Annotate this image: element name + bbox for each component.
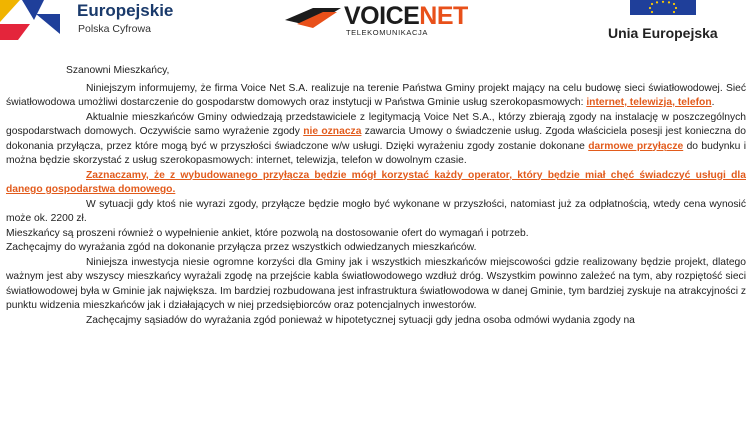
paragraph-cost: W sytuacji gdy ktoś nie wyrazi zgody, przyłącze będzie mogło być wykonane w przyszłości, natomiast już za odpłatnością, wtedy cena wynosić może ok. 2200 zł. bbox=[6, 198, 746, 224]
funds-logo-icon bbox=[0, 0, 60, 40]
voicenet-voice: VOICE bbox=[344, 2, 420, 30]
free-connection-highlight: darmowe przyłącze bbox=[588, 140, 684, 152]
services-highlight: internet, telewizja, telefon bbox=[586, 97, 712, 108]
letterhead bbox=[0, 0, 750, 62]
eu-title: Unia Europejska bbox=[608, 25, 718, 41]
paragraph-survey: Mieszkańcy są proszeni również o wypełnienie ankiet, które pozwolą na dostosowanie ofert do wymagań i potrzeb. bbox=[6, 227, 529, 239]
not-contract-highlight: nie oznacza bbox=[303, 126, 362, 137]
paragraph-benefits: Niniejsza inwestycja niesie ogromne korzyści dla Gminy jak i wszystkich mieszkańców miejscowości gdzie realizowany będzie projekt, dlatego ważnym jest aby wszyscy mieszkańcy wyrażali zgodę na przejście kabla światłowodowego wzdłuż dróg. Wszystkim powinno zależeć na tym, aby rozpiętość sieci światłowodowej była w Gminie jak największa. Im bardziej rozbudowana jest infrastruktura światłowodowa w danej Gminie, tym bardziej zyskuje na atrakcyjności z punktu widzenia mieszkańców jak i działających w niej przedsiębiorców oraz potencjalnych inwestorów. bbox=[6, 256, 746, 311]
paragraph-encourage: Zachęcajmy do wyrażania zgód na dokonanie przyłącza przez wszystkich odwiedzanych mieszkańców. bbox=[6, 242, 477, 253]
voicenet-wordmark bbox=[344, 2, 468, 31]
paragraph-operator-notice: Zaznaczamy, że z wybudowanego przyłącza będzie mógł korzystać każdy operator, który będzie miał chęć świadczyć usługi dla danego gospodarstwa domowego. bbox=[6, 169, 746, 195]
greeting: Szanowni Mieszkańcy, bbox=[66, 65, 170, 76]
eu-funds-subtitle: Polska Cyfrowa bbox=[78, 23, 151, 35]
voicenet-subtitle: TELEKOMUNIKACJA bbox=[346, 28, 428, 37]
paragraph-intro: Niniejszym informujemy, że firma Voice Net S.A. realizuje na terenie Państwa Gminy projekt mający na celu budowę sieci światłowodowej. Sieć światłowodowa umożliwi dostarczenie do gospodarstw domowych oraz instytucji w Państwa Gminie usług szerokopasmowych: internet, telewizja, telefon. bbox=[6, 82, 746, 108]
paragraph-consent: Aktualnie mieszkańców Gminy odwiedzają przedstawiciele z legitymacją Voice Net S.A., którzy zbierają zgody na instalację w poszczególnych gospodarstwach domowych. Oczywiście samo wyrażenie zgody nie oznacza zawarcia Umowy o świadczenie usług. Zgoda właściciela posesji jest konieczna do dokonania przyłącza, przez które mogą być w przyszłości świadczone w/w usługi. Dzięki wyrażeniu zgody zostanie dokonane darmowe przyłącze do budynku i można będzie skorzystać z usług szerokopasmowych: internet, telewizja, telefon w dowolnym czasie. bbox=[6, 111, 747, 166]
paragraph-neighbours: Zachęcajmy sąsiadów do wyrażania zgód ponieważ w hipotetycznej sytuacji gdy jedna osoba odmówi wydania zgody na bbox=[86, 314, 635, 326]
eu-flag-icon bbox=[630, 0, 696, 15]
eu-funds-title: Europejskie bbox=[77, 1, 174, 20]
voicenet-net: NET bbox=[419, 2, 468, 30]
letter-body bbox=[6, 64, 746, 328]
